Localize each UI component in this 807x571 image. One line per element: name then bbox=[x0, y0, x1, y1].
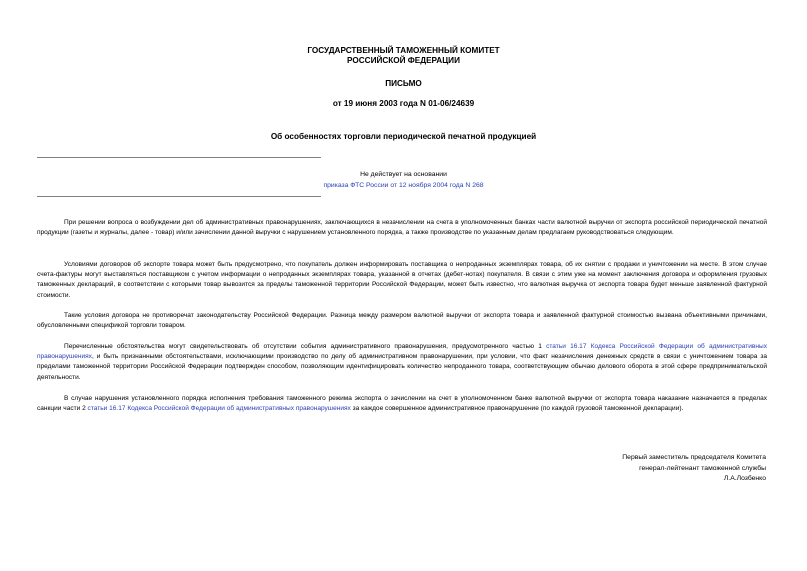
divider-bottom bbox=[37, 196, 321, 197]
org-title-line1: ГОСУДАРСТВЕННЫЙ ТАМОЖЕННЫЙ КОМИТЕТ bbox=[307, 46, 500, 55]
paragraph-4-text-b: , и быть признанными обстоятельствами, исключающими производство по делу об административном правонарушении, при условии, что факт незачисления денежных средств в связи с уничтожением товара за пределами таможенной территории Российской Федерации подтвержден способом, позволяющим идентифицировать количество непроданного товара, соответствующим обычаю делового оборота в этой сфере предпринимательской деятельности. bbox=[37, 353, 767, 381]
status-link[interactable]: приказа ФТС России от 12 ноября 2004 года N 268 bbox=[323, 182, 484, 189]
paragraph-5-text-a: В случае нарушения установленного порядка исполнения требования таможенного режима экспорта о зачислении на счет в уполномоченном банке валютной выручки от экспорта товара наказание назначается в пределах санкции части 2 bbox=[37, 395, 767, 413]
paragraph-5 bbox=[37, 394, 767, 414]
signature-rank: генерал-лейтенант таможенной службы bbox=[639, 464, 766, 472]
signature-position: Первый заместитель председателя Комитета bbox=[622, 454, 766, 461]
signature-name: Л.А.Лозбенко bbox=[723, 475, 766, 482]
signature-block bbox=[546, 453, 766, 485]
doc-date-number: от 19 июня 2003 года N 01-06/24639 bbox=[332, 99, 475, 108]
doc-type: ПИСЬМО bbox=[385, 79, 422, 88]
paragraph-5-text-b: за каждое совершенное административное правонарушение (по каждой грузовой таможенной декларации). bbox=[350, 405, 684, 413]
divider-top bbox=[37, 157, 321, 158]
status-note: Не действует на основании bbox=[360, 171, 447, 178]
doc-subject: Об особенностях торговли периодической печатной продукцией bbox=[270, 132, 537, 141]
paragraph-5-law-link[interactable]: статьи 16.17 Кодекса Российской Федерации об административных правонарушениях bbox=[87, 405, 351, 413]
paragraph-4 bbox=[37, 342, 767, 383]
paragraph-4-law-link[interactable]: статьи 16.17 Кодекса Российской Федерации об административных правонарушениях bbox=[37, 343, 767, 361]
org-title-line2: РОССИЙСКОЙ ФЕДЕРАЦИИ bbox=[347, 56, 460, 65]
paragraph-4-text-a: Перечисленные обстоятельства могут свидетельствовать об отсутствии события административного правонарушения, предусмотренного частью 1 bbox=[64, 343, 547, 350]
paragraph-2: Условиями договоров об экспорте товара может быть предусмотрено, что покупатель должен информировать поставщика о непроданных экземплярах товара, об их снятии с продажи и уничтожении на месте. В этом случае счета-фактуры могут выставляться поставщиком с учетом информации о непроданных экземплярах товара, указанной в отчетах (дебет-нотах) покупателя. В связи с этим уже на момент заключения договора и оформления грузовых таможенных деклараций, в соответствии с которыми товар вывозится за пределы таможенной территории Российской Федерации, может быть известно, что валютная выручка от экспорта товара будет меньше заявленной фактурной стоимости. bbox=[37, 261, 767, 299]
status-line2 bbox=[0, 181, 807, 190]
paragraph-1: При решении вопроса о возбуждении дел об административных правонарушениях, заключающихся в незачислении на счета в уполномоченных банках части валютной выручки от экспорта российской периодической печатной продукции (газеты и журналы, далее - товар) и/или зачислении данной выручки с нарушением установленного порядка, а также производстве по указанным делам предлагаем руководствоваться следующим. bbox=[37, 219, 767, 237]
paragraph-3: Такие условия договора не противоречат законодательству Российской Федерации. Разница между размером валютной выручки от экспорта товара и заявленной фактурной стоимостью вызвана объективными причинами, обусловленными спецификой торговли товаром. bbox=[37, 312, 767, 330]
